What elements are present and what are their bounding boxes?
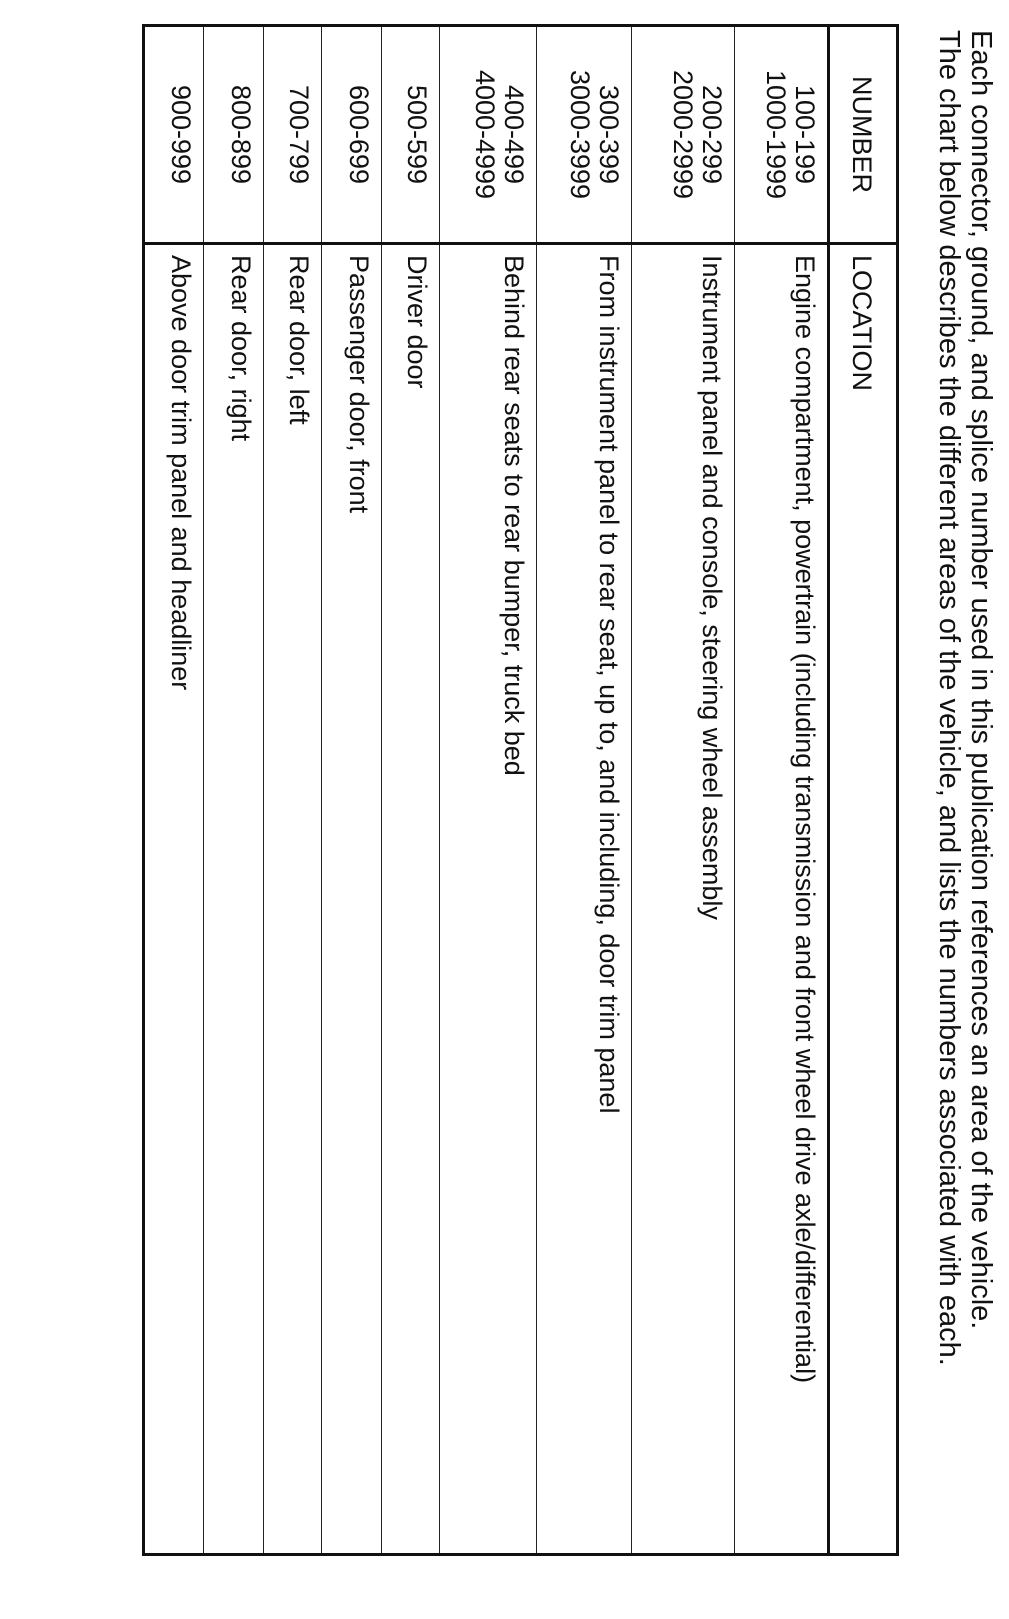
number-range: 900-999 [166, 84, 196, 185]
number-cell [440, 26, 537, 244]
number-range: 1000-1999 [761, 69, 791, 200]
number-column-header: NUMBER [829, 26, 898, 244]
table-row [382, 26, 440, 1555]
number-range: 500-599 [402, 84, 432, 185]
table-row [144, 26, 204, 1555]
location-cell: Engine compartment, powertrain (including transmission and front wheel drive axle/differential) [735, 244, 829, 1555]
number-range: 700-799 [284, 84, 314, 185]
number-cell [322, 26, 382, 244]
location-cell: Passenger door, front [322, 244, 382, 1555]
number-cell [537, 26, 632, 244]
table-row [204, 26, 264, 1555]
table-row [632, 26, 735, 1555]
table-header-row [829, 26, 898, 1555]
number-range: 2000-2999 [668, 69, 698, 200]
number-cell [204, 26, 264, 244]
location-cell: From instrument panel to rear seat, up to, and including, door trim panel [537, 244, 632, 1555]
number-range: 3000-3999 [565, 69, 595, 200]
location-cell: Instrument panel and console, steering wheel assembly [632, 244, 735, 1555]
number-range: 600-699 [344, 84, 374, 185]
number-range: 4000-4999 [470, 69, 500, 200]
number-cell [632, 26, 735, 244]
area-number-chart [142, 24, 899, 1556]
number-cell [144, 26, 204, 244]
number-cell [382, 26, 440, 244]
location-cell: Rear door, left [264, 244, 322, 1555]
number-range: 400-499 [499, 84, 529, 185]
table-row [537, 26, 632, 1555]
location-cell: Behind rear seats to rear bumper, truck bed [440, 244, 537, 1555]
number-range: 300-399 [594, 84, 624, 185]
number-range: 200-299 [697, 84, 727, 185]
location-cell: Driver door [382, 244, 440, 1555]
intro-line-1: Each connector, ground, and splice number used in this publication references an area of the vehicle. [965, 30, 997, 1330]
location-column-header: LOCATION [829, 244, 898, 1555]
table-row [440, 26, 537, 1555]
location-cell: Rear door, right [204, 244, 264, 1555]
number-cell [735, 26, 829, 244]
intro-text [933, 30, 997, 1590]
number-cell [264, 26, 322, 244]
location-cell: Above door trim panel and headliner [144, 244, 204, 1555]
number-range: 100-199 [790, 84, 820, 185]
table-row [322, 26, 382, 1555]
number-range: 800-899 [226, 84, 256, 185]
table-row [735, 26, 829, 1555]
intro-line-2: The chart below describes the different areas of the vehicle, and lists the numbers associated with each. [933, 30, 965, 1366]
table-row [264, 26, 322, 1555]
